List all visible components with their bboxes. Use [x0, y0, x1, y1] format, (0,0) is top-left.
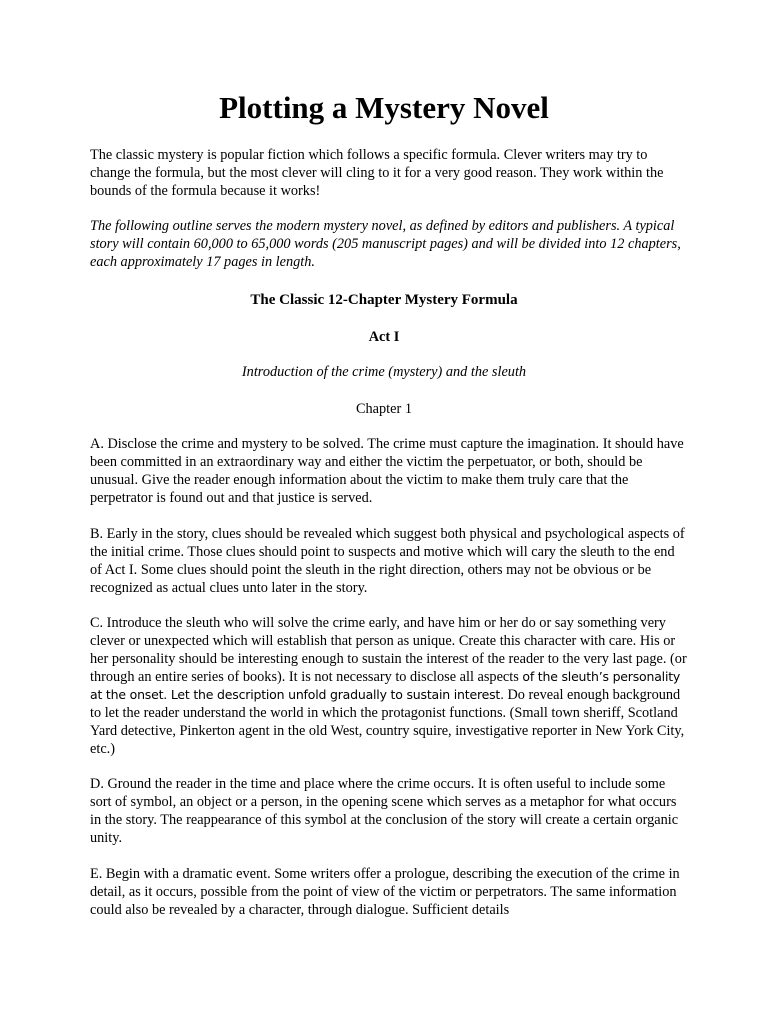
- document-title: Plotting a Mystery Novel: [219, 90, 549, 125]
- act-heading: Act I: [368, 329, 400, 345]
- paragraph-c: [90, 614, 690, 758]
- paragraph-c-part2: of the sleuth’s personality at the onset. Let the description unfold gradually to sustain interest.: [90, 669, 681, 702]
- chapter-heading: Chapter 1: [356, 401, 412, 417]
- intro-paragraph: The classic mystery is popular fiction which follows a specific formula. Clever writers may try to change the formula, but the most clever will cling to it for a very good reason. They work within the bounds of the formula because it works!: [90, 147, 664, 199]
- outline-note-paragraph: The following outline serves the modern mystery novel, as defined by editors and publishers. A typical story will contain 60,000 to 65,000 words (205 manuscript pages) and will be divided into 12 chapters, each approximately 17 pages in length.: [90, 218, 681, 270]
- paragraph-c-part1: C. Introduce the sleuth who will solve the crime early, and have him or her do or say something very clever or unexpected which will establish that person as unique. Create this character with care. His or her personality should be interesting enough to sustain the interest of the reader to the very last page. (or through an entire series of books). It is not necessary to disclose all aspects: [90, 615, 687, 685]
- paragraph-b: B. Early in the story, clues should be revealed which suggest both physical and psychological aspects of the initial crime. Those clues should point to suspects and motive which will cary the sleuth to the end of Act I. Some clues should point the sleuth in the right direction, others may not be obvious or be recognized as actual clues unto later in the story.: [90, 526, 685, 596]
- paragraph-c-part3: Do reveal enough background to let the reader understand the world in which the protagonist functions. (Small town sheriff, Scotland Yard detective, Pinkerton agent in the old West, country squire, investigative reporter in New York City, etc.): [90, 687, 685, 757]
- paragraph-d: D. Ground the reader in the time and place where the crime occurs. It is often useful to include some sort of symbol, an object or a person, in the opening scene which serves as a metaphor for what occurs in the story. The reappearance of this symbol at the conclusion of the story will create a certain organic unity.: [90, 776, 679, 846]
- formula-heading: The Classic 12-Chapter Mystery Formula: [250, 292, 518, 308]
- paragraph-a: A. Disclose the crime and mystery to be solved. The crime must capture the imagination. It should have been committed in an extraordinary way and either the victim the perpetuator, or both, should be unusual. Give the reader enough information about the victim to make them truly care that the perpetrator is found out and that justice is served.: [90, 436, 684, 506]
- act-subtitle: Introduction of the crime (mystery) and the sleuth: [241, 364, 527, 380]
- paragraph-e: E. Begin with a dramatic event. Some writers offer a prologue, describing the execution of the crime in detail, as it occurs, possible from the point of view of the victim or perpetrators. The same information could also be revealed by a character, through dialogue. Sufficient details: [90, 866, 680, 918]
